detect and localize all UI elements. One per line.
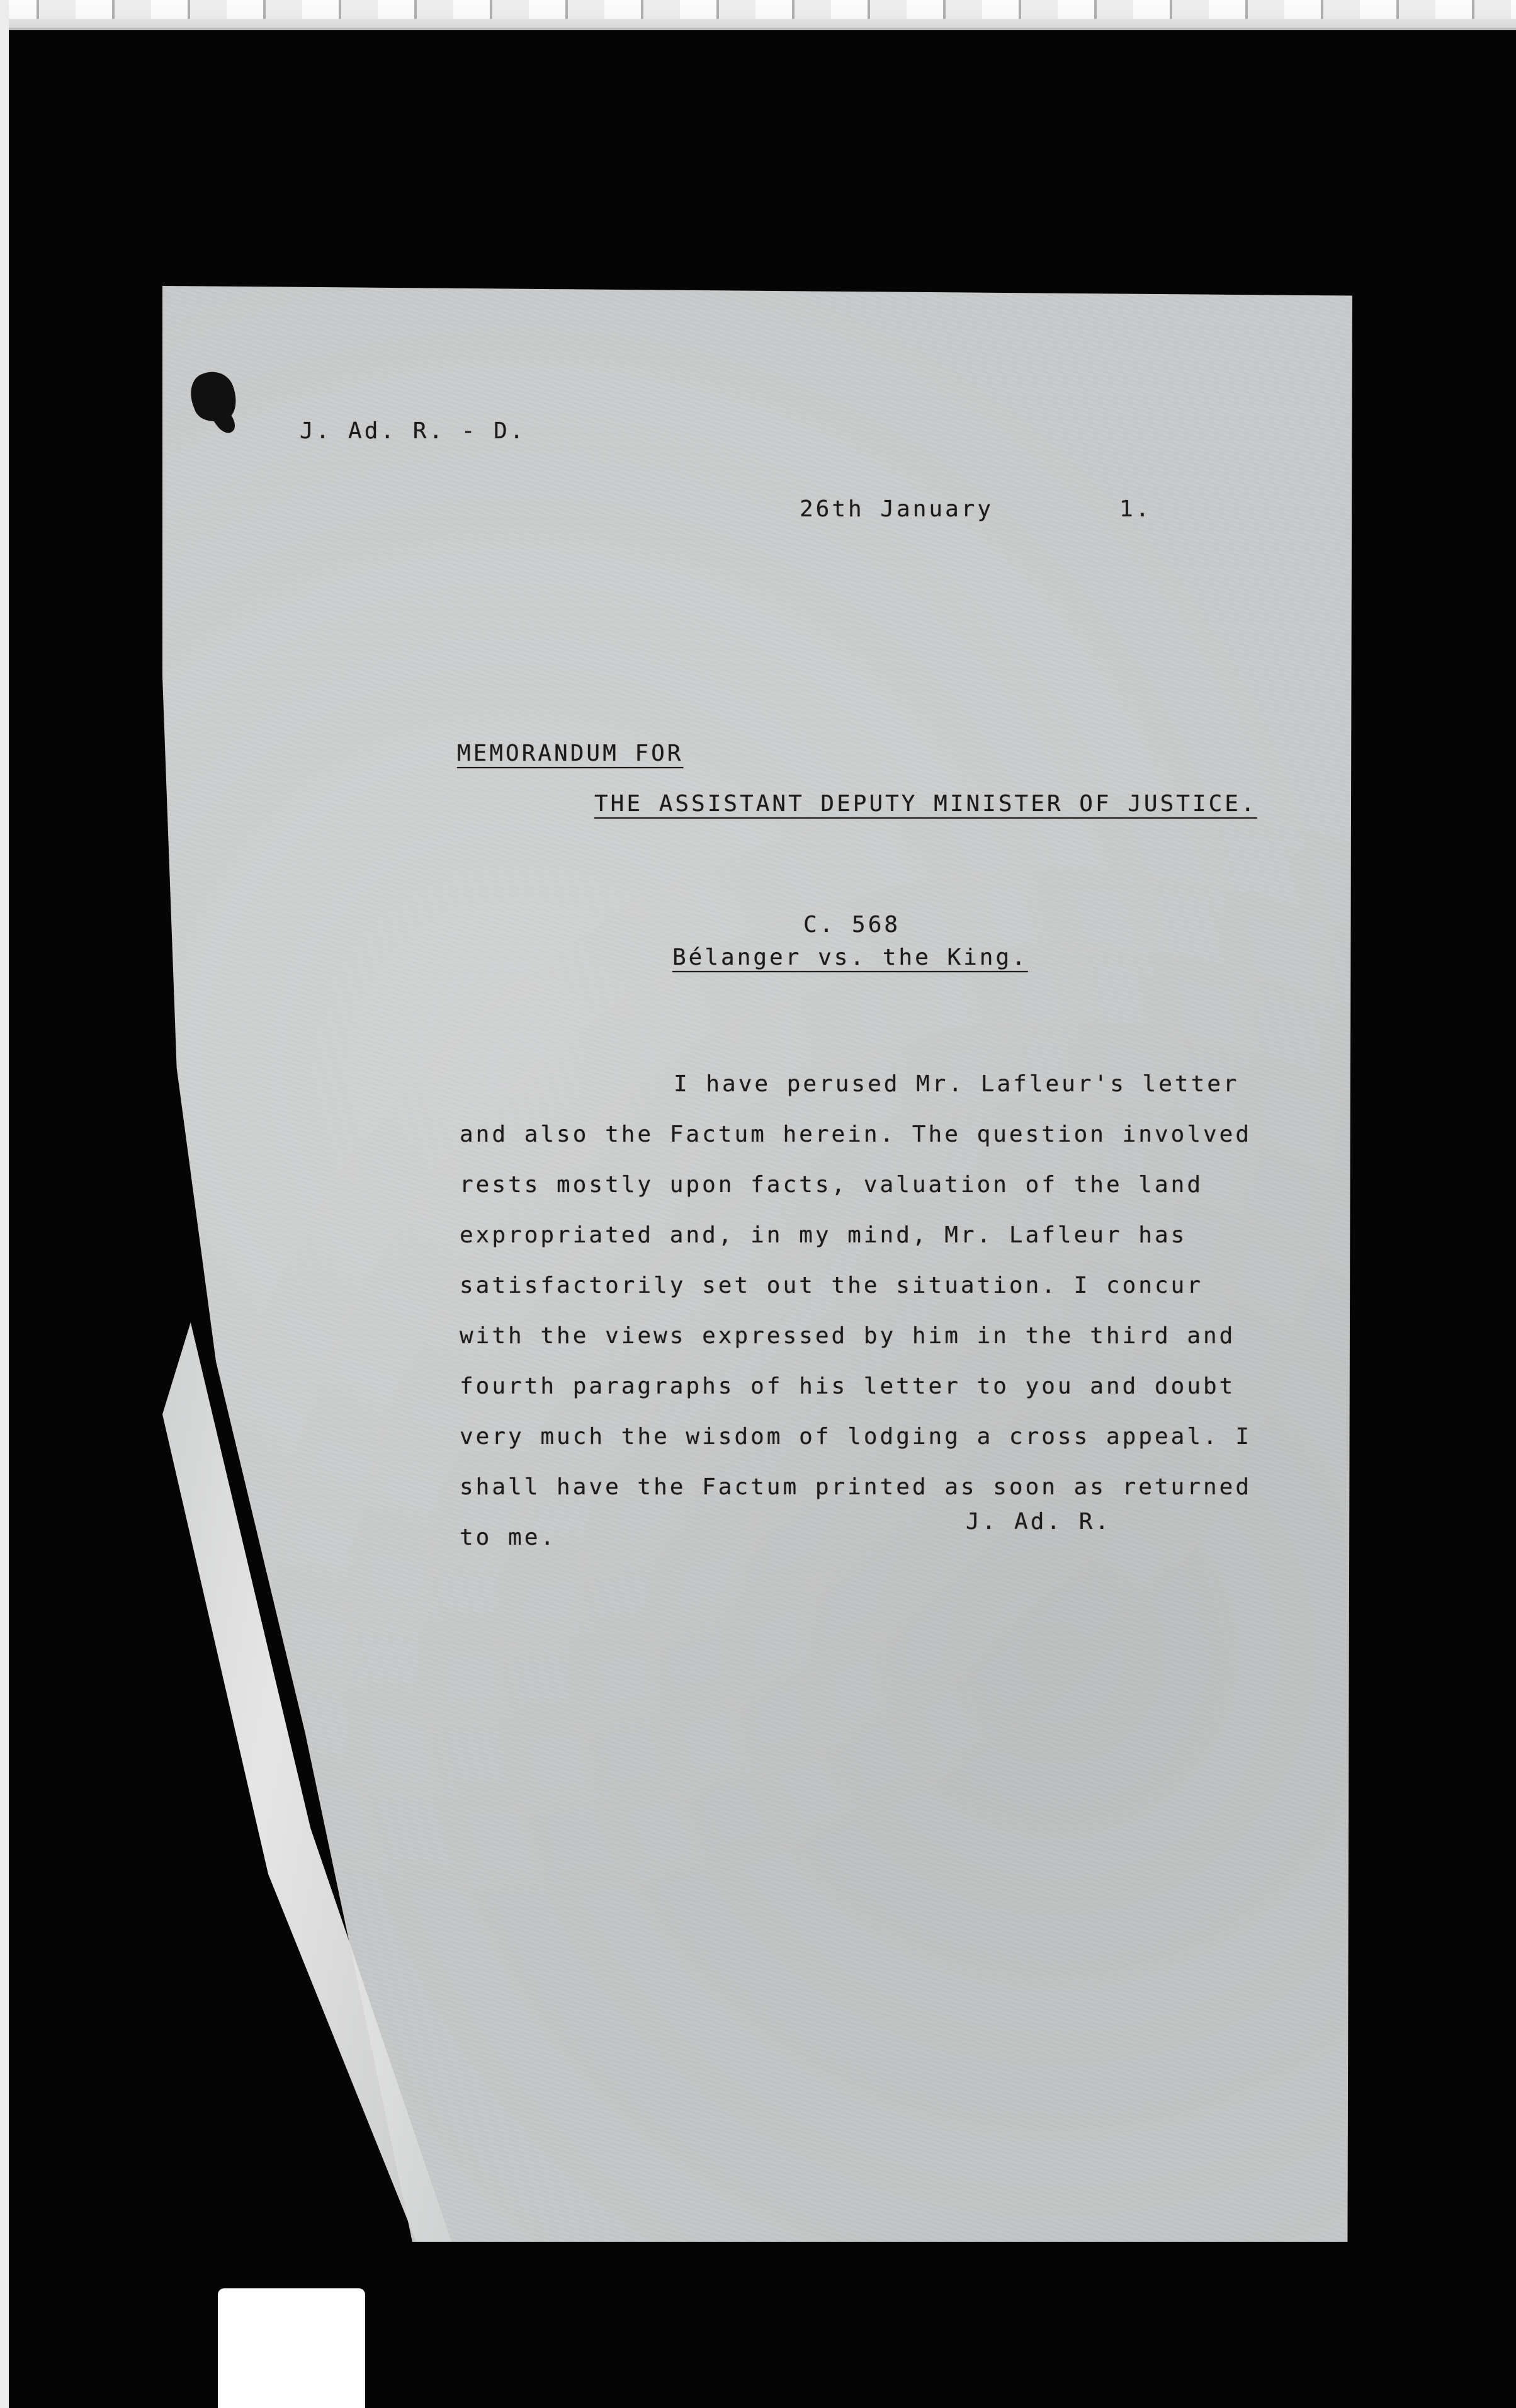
memo-heading: MEMORANDUM FOR [457,741,684,766]
film-label-card [218,2288,365,2408]
film-edge-left [0,0,9,2408]
case-title: Bélanger vs. the King. [672,945,1028,970]
case-number: C. 568 [803,912,901,938]
file-reference: J. Ad. R. - D. [300,418,526,444]
memo-body-paragraph: I have perused Mr. Lafleur's letter and also the Factum herein. The question involved rests mostly upon facts, valuation of the land expropriated and, in my mind, Mr. Lafleur has satisfactorily set out the situation. I concur with the views expressed by him in the third and fourth paragraphs of his letter to you and doubt very much the wisdom of lodging a cross appeal. I shall have the Factum printed as soon as returned to me. [460,1071,1252,1550]
film-strip-ticks [0,0,1516,19]
memo-body [460,1059,1265,1563]
signature-initials: J. Ad. R. [966,1509,1112,1535]
memo-date: 26th January [800,496,994,522]
film-strip-top [0,0,1516,30]
memo-addressee: THE ASSISTANT DEPUTY MINISTER OF JUSTICE. [594,791,1257,817]
page-number: 1. [1119,496,1152,522]
